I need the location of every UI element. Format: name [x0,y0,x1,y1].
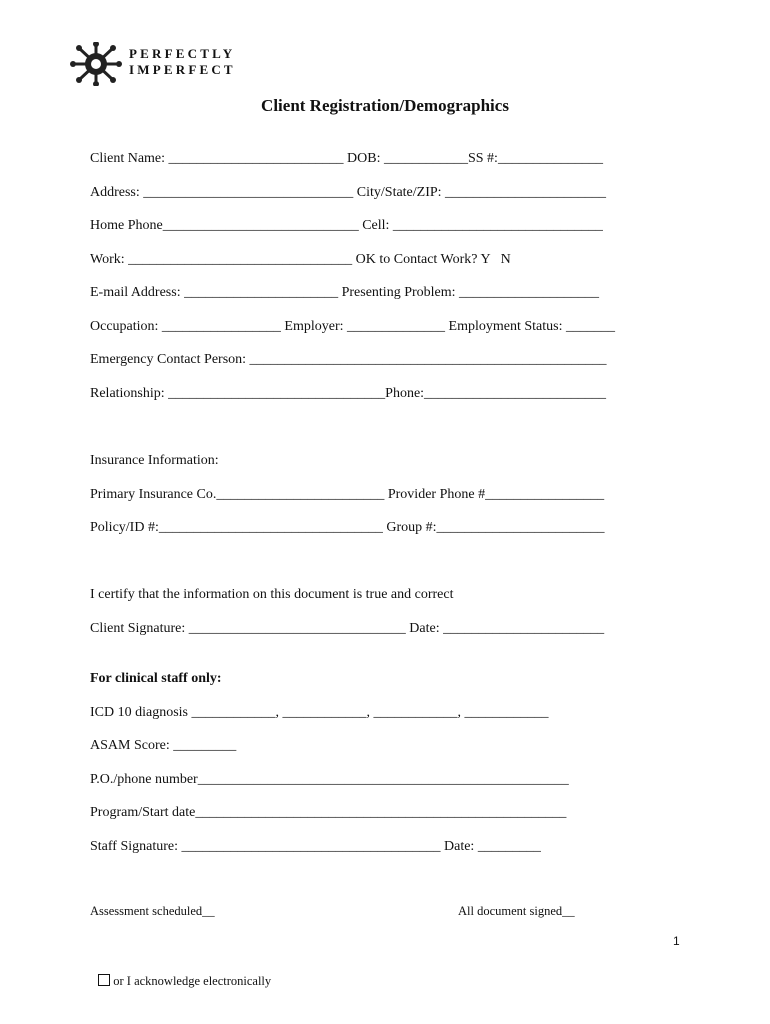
page-number: 1 [673,934,680,948]
acknowledge-label: or I acknowledge electronically [113,974,272,988]
page-title: Client Registration/Demographics [261,96,509,115]
field-client-name-line[interactable]: Client Name: _________________________ DOB: ____________SS #:_______________ [90,151,603,166]
field-emergency-contact-line[interactable]: Emergency Contact Person: ___________________________________________________ [90,352,607,367]
brand-name [129,46,236,78]
field-home-phone-line[interactable]: Home Phone____________________________ Cell: ______________________________ [90,218,603,233]
field-client-signature-line[interactable]: Client Signature: _______________________________ Date: _______________________ [90,621,605,636]
field-occupation-line[interactable]: Occupation: _________________ Employer: ______________ Employment Status: _______ [90,319,615,334]
field-address-line[interactable]: Address: ______________________________ City/State/ZIP: _______________________ [90,185,607,200]
field-email-line[interactable]: E-mail Address: ______________________ Presenting Problem: ____________________ [90,285,600,300]
assessment-scheduled[interactable]: Assessment scheduled__ [90,904,215,918]
field-relationship-line[interactable]: Relationship: _______________________________Phone:__________________________ [90,386,607,401]
brand-line-1: PERFECTLY [129,46,236,61]
field-policy-id-line[interactable]: Policy/ID #:________________________________ Group #:________________________ [90,520,605,535]
field-po-phone-line[interactable]: P.O./phone number_____________________________________________________ [90,772,569,787]
section-insurance-heading: Insurance Information: [90,453,219,468]
all-documents-signed[interactable]: All document signed__ [458,904,575,918]
brand-logo-icon [70,42,122,86]
brand-line-2: IMPERFECT [129,62,236,77]
certify-statement: I certify that the information on this document is true and correct [90,587,454,602]
field-program-start-line[interactable]: Program/Start date_____________________________________________________ [90,805,567,820]
field-primary-insurance-line[interactable]: Primary Insurance Co.________________________ Provider Phone #_________________ [90,487,605,502]
field-icd10-line[interactable]: ICD 10 diagnosis ____________, ____________, ____________, ____________ [90,705,549,720]
field-work-line[interactable]: Work: ________________________________ OK to Contact Work? Y N [90,252,511,267]
field-asam-line[interactable]: ASAM Score: _________ [90,738,237,753]
acknowledge-checkbox[interactable] [98,974,110,986]
field-staff-signature-line[interactable]: Staff Signature: _____________________________________ Date: _________ [90,839,541,854]
acknowledge-row[interactable] [92,959,271,989]
section-clinical-heading: For clinical staff only: [90,671,222,686]
